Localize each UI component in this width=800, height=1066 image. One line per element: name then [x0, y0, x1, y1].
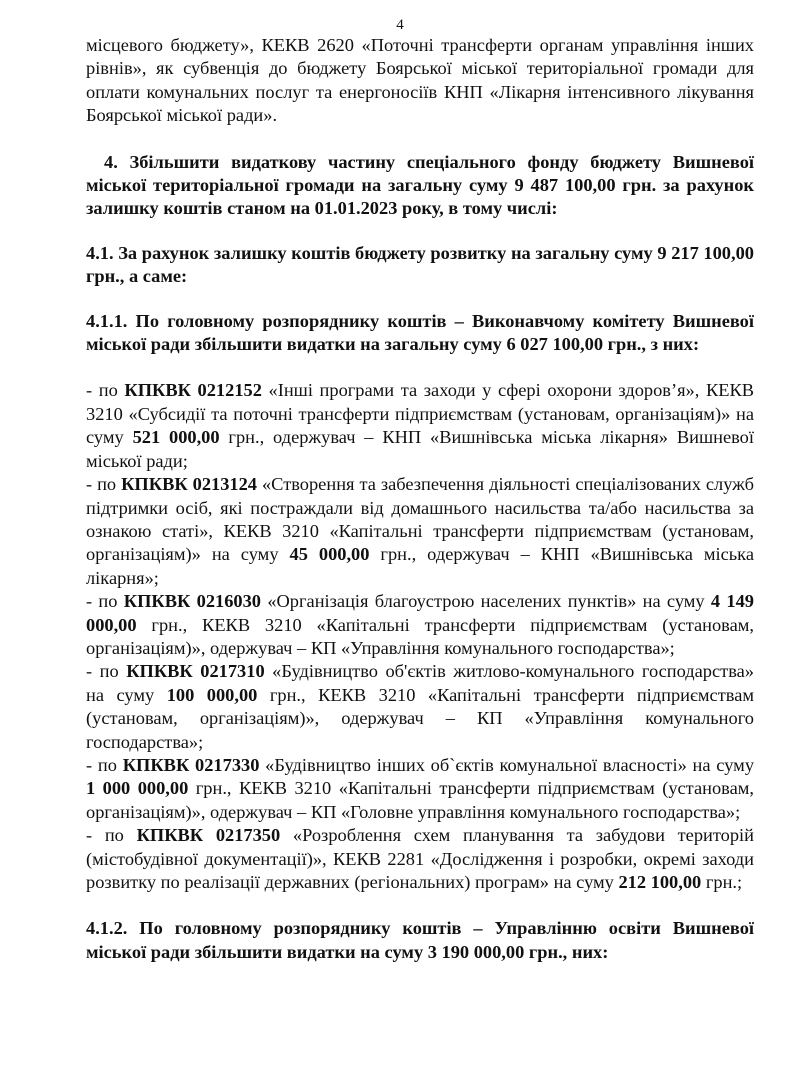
- amount: 100 000,00: [166, 684, 258, 705]
- program-code: КПКВК 0217350: [136, 825, 281, 846]
- section-4-heading: 4. Збільшити видаткову частину спеціального фонду бюджету Вишневої міської територіальної громади на загальну суму 9 487 100,00 грн. за рахунок залишку коштів станом на 01.01.2023 року, в тому числі:: [86, 151, 754, 219]
- list-item: - по КПКВК 0216030 «Організація благоустрою населених пунктів» на суму 4 149 000,00 грн., КЕКВ 3210 «Капітальні трансферти підприємствам (установам, організаціям)», одержувач – КП «Управління комунального господарства»;: [86, 591, 755, 658]
- document-body: [86, 34, 754, 964]
- list-item: - по КПКВК 0217350 «Розроблення схем планування та забудови територій (містобудівної документації)», КЕКВ 2281 «Дослідження і розробки, окремі заходи розвитку по реалізації державних (регіональних) програм» на суму 212 100,00 грн.;: [86, 825, 754, 892]
- amount: 1 000 000,00: [86, 778, 189, 799]
- amount: 4 149 000,00: [86, 591, 755, 635]
- program-code: КПКВК 0213124: [121, 474, 258, 495]
- amount: 521 000,00: [132, 427, 220, 448]
- list-item: - по КПКВК 0217310 «Будівництво об'єктів житлово-комунального господарства» на суму 100 000,00 грн., КЕКВ 3210 «Капітальні трансферти підприємствам (установам, організаціям)», одержувач – КП «Управління комунального господарства»;: [86, 661, 755, 752]
- program-code: КПКВК 0216030: [123, 591, 262, 612]
- amount: 212 100,00: [618, 872, 702, 892]
- section-4-1-heading: 4.1. За рахунок залишку коштів бюджету розвитку на загальну суму 9 217 100,00 грн., а саме:: [86, 242, 754, 287]
- section-4-1-2-heading: 4.1.2. По головному розпоряднику коштів – Управлінню освіти Вишневої міської ради збільшити видатки на суму 3 190 000,00 грн., них:: [86, 918, 754, 962]
- list-item: - по КПКВК 0212152 «Інші програми та заходи у сфері охорони здоров’я», КЕКВ 3210 «Субсидії та поточні трансферти підприємствам (установам, організаціям)» на суму 521 000,00 грн., одержувач – КНП «Вишнівська міська лікарня» Вишневої міської ради;: [86, 380, 754, 471]
- list-item: - по КПКВК 0217330 «Будівництво інших об`єктів комунальної власності» на суму 1 000 000,00 грн., КЕКВ 3210 «Капітальні трансферти підприємствам (установам, організаціям)», одержувач – КП «Головне управління комунального господарства»;: [86, 754, 755, 822]
- program-code: КПКВК 0217330: [122, 754, 260, 775]
- continuation-paragraph: місцевого бюджету», КЕКВ 2620 «Поточні трансферти органам управління інших рівнів», як субвенція до бюджету Боярської міської територіальної громади для оплати комунальних послуг та енергоносіїв КНП «Лікарня інтенсивного лікування Боярської міської ради».: [86, 35, 754, 126]
- amount: 45 000,00: [289, 544, 370, 565]
- program-code: КПКВК 0217310: [126, 661, 265, 682]
- page-number: 4: [396, 17, 404, 33]
- section-4-1-1-heading: 4.1.1. По головному розпоряднику коштів – Виконавчому комітету Вишневої міської ради збільшити видатки на загальну суму 6 027 100,00 грн., з них:: [86, 310, 754, 355]
- program-code: КПКВК 0212152: [124, 380, 262, 401]
- list-item: - по КПКВК 0213124 «Створення та забезпечення діяльності спеціалізованих служб підтримки осіб, які постраждали від домашнього насильства та/або насильства за ознакою статі», КЕКВ 3210 «Капітальні трансферти підприємствам (установам, організаціям)» на суму 45 000,00 грн., одержувач – КНП «Вишнівська міська лікарня»;: [86, 474, 755, 588]
